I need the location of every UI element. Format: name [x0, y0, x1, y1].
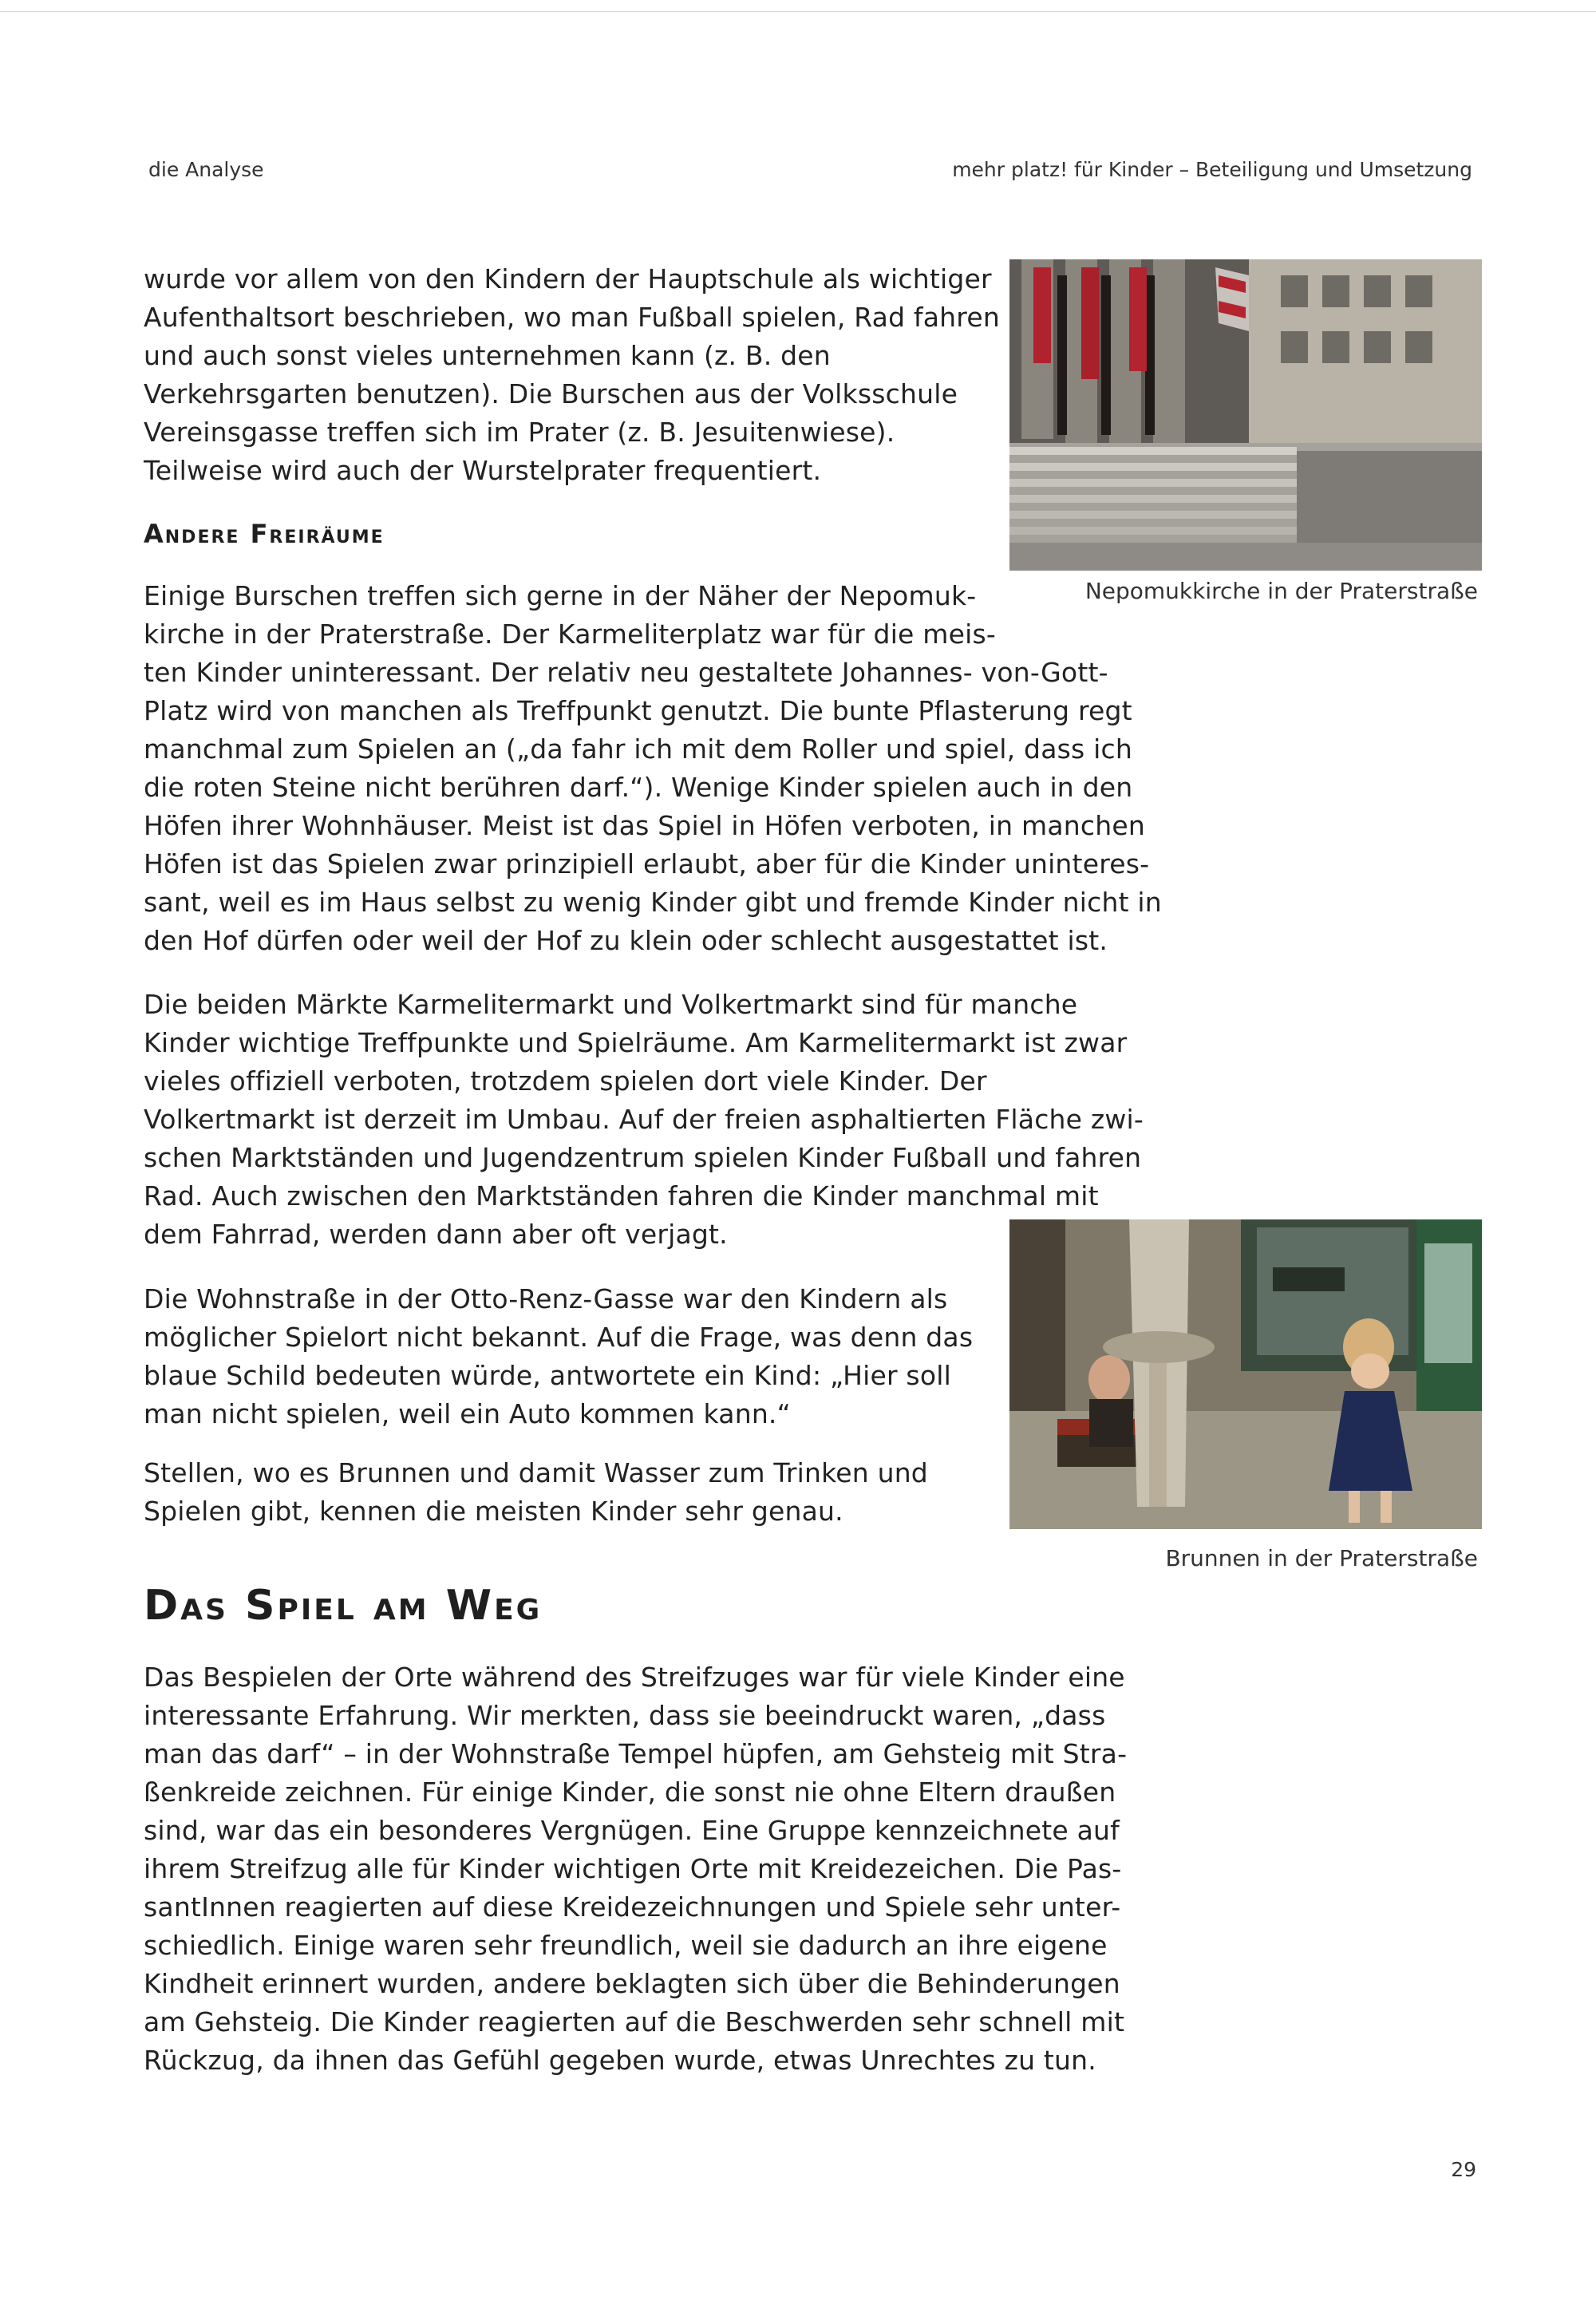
photo-brunnen-graphic [1009, 1219, 1482, 1529]
section-heading-andere-freiraeume: Andere Freiräume [144, 519, 385, 549]
paragraph-brunnen: Stellen, wo es Brunnen und damit Wasser zum Trinken und Spielen gibt, kennen die meisten Kinder sehr genau. [144, 1457, 928, 1527]
paragraph-spiel-am-weg: Das Bespielen der Orte während des Streifzuges war für viele Kinder eine interessante Erfahrung. Wir merkten, dass sie beeindruckt waren, „dass man das darf“ – in der Wohnstraße Tempel hüpfen, am Gehsteig mit Stra- ßenkreide zeichnen. Für einige Kinder, die sonst nie ohne Eltern draußen sind, war das ein besonderes Vergnügen. Eine Gruppe kennzeichnete auf ihrem Streifzug alle für Kinder wichtigen Orte mit Kreidezeichen. Die Pas- santInnen reagierten auf diese Kreidezeichnungen und Spiele sehr unter- schiedlich. Einige waren sehr freundlich, weil sie dadurch an ihre eigene Kindheit erinnert wurden, andere beklagten sich über die Behinderungen am Gehsteig. Die Kinder reagierten auf die Beschwerden sehr schnell mit Rückzug, da ihnen das Gefühl gegeben wurde, etwas Unrechtes zu tun. [144, 1662, 1128, 2076]
photo-nepomukkirche-graphic [1009, 259, 1482, 571]
photo-brunnen [1009, 1219, 1482, 1529]
page-number: 29 [1451, 2158, 1476, 2181]
paragraph-intro: wurde vor allem von den Kindern der Hauptschule als wichtiger Aufenthaltsort beschrieben, wo man Fußball spielen, Rad fahren und auch sonst vieles unternehmen kann (z. B. den Verkehrsgarten benutzen). Die Burschen aus der Volksschule Vereinsgasse treffen sich im Prater (z. B. Jesuitenwiese). Teilweise wird auch der Wurstelprater frequentiert. [144, 263, 1000, 486]
photo-caption-nepomukkirche: Nepomukkirche in der Praterstraße [1084, 578, 1478, 604]
paragraph-wohnstrasse: Die Wohnstraße in der Otto-Renz-Gasse war den Kindern als möglicher Spielort nicht bekannt. Auf die Frage, was denn das blaue Schild bedeuten würde, antwortete ein Kind: „Hier soll man nicht spielen, weil ein Auto kommen kann.“ [144, 1283, 974, 1429]
paragraph-freiraeume: Einige Burschen treffen sich gerne in der Näher der Nepomuk- kirche in der Praterstraße. Der Karmeliterplatz war für die meis- ten Kinder uninteressant. Der relativ neu gestaltete Johannes- von-Gott- Platz wird von manchen als Treffpunkt genutzt. Die bunte Pflasterung regt manchmal zum Spielen an („da fahr ich mit dem Roller und spiel, dass ich die roten Steine nicht berühren darf.“). Wenige Kinder spielen auch in den Höfen ihrer Wohnhäuser. Meist ist das Spiel in Höfen verboten, in manchen Höfen ist das Spielen zwar prinzipiell erlaubt, aber für die Kinder uninteres- sant, weil es im Haus selbst zu wenig Kinder gibt und fremde Kinder nicht in den Hof dürfen oder weil der Hof zu klein oder schlecht ausgestattet ist. [144, 580, 1162, 956]
running-header-right: mehr platz! für Kinder – Beteiligung und Umsetzung [952, 158, 1472, 181]
photo-nepomukkirche [1009, 259, 1482, 571]
section-heading-spiel-am-weg: Das Spiel am Weg [144, 1582, 543, 1630]
running-header-left: die Analyse [148, 158, 264, 181]
paragraph-maerkte: Die beiden Märkte Karmelitermarkt und Volkertmarkt sind für manche Kinder wichtige Treffpunkte und Spielräume. Am Karmelitermarkt ist zwar vieles offiziell verboten, trotzdem spielen dort viele Kinder. Der Volkertmarkt ist derzeit im Umbau. Auf der freien asphaltierten Fläche zwi- schen Marktständen und Jugendzentrum spielen Kinder Fußball und fahren Rad. Auch zwischen den Marktständen fahren die Kinder manchmal mit dem Fahrrad, werden dann aber oft verjagt. [144, 989, 1144, 1250]
page-top-rule [0, 11, 1596, 12]
photo-caption-brunnen: Brunnen in der Praterstraße [1165, 1545, 1478, 1571]
